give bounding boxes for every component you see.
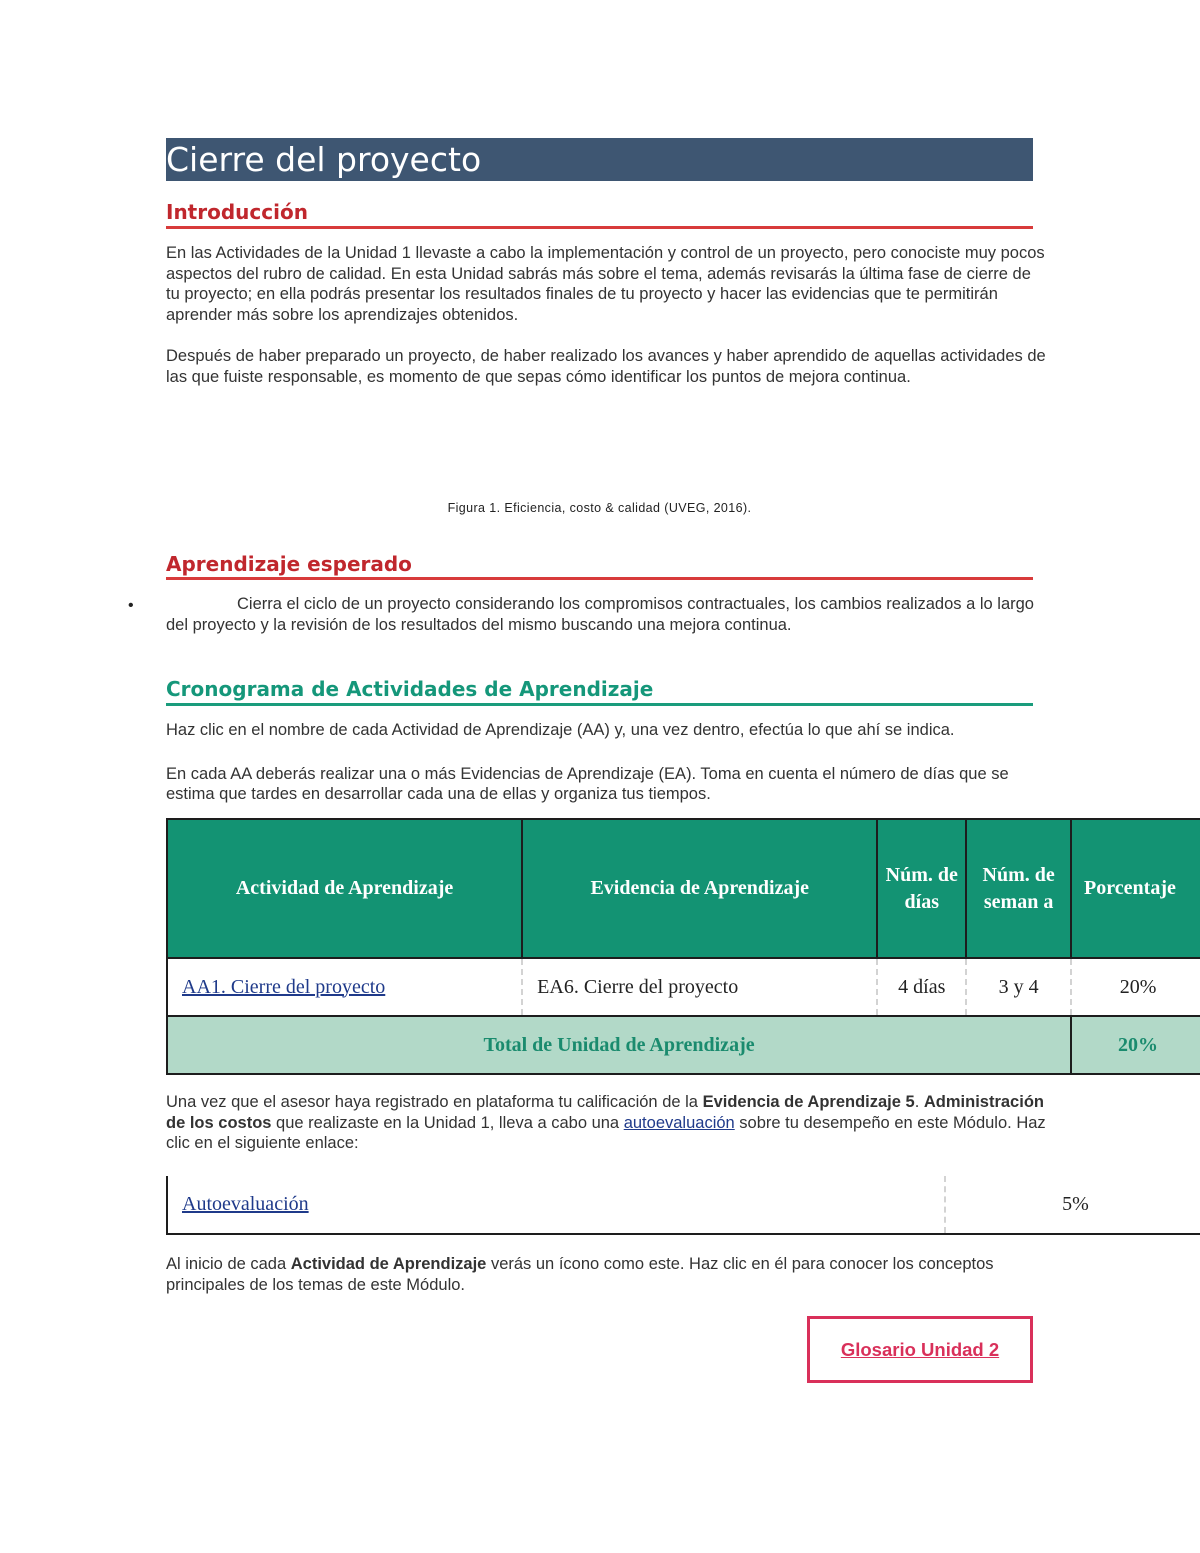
intro-paragraph-1: En las Actividades de la Unidad 1 llevaste a cabo la implementación y control de un proyecto, pero conociste muy pocos aspectos del rubro de calidad. En esta Unidad sabrás más sobre el tema, además revisarás la última fase de cierre de tu proyecto; en ella podrás presentar los resultados finales de tu proyecto y hacer las evidencias que te permitirán aprender más sobre los aprendizajes obtenidos. <box>166 244 1045 324</box>
schedule-body <box>166 720 1046 805</box>
expected-bullet-text: Cierra el ciclo de un proyecto considerando los compromisos contractuales, los cambios realizados a lo largo del proyecto y la revisión de los resultados del mismo buscando una mejora continua. <box>166 595 1034 634</box>
header-percent: Porcentaje <box>1071 819 1200 958</box>
self-eval-text-1: Una vez que el asesor haya registrado en plataforma tu calificación de la <box>166 1093 703 1111</box>
closing-text-1: Al inicio de cada <box>166 1255 291 1273</box>
intro-divider <box>166 226 1033 229</box>
table-header-row <box>167 819 1200 958</box>
days-cell: 4 días <box>877 958 966 1016</box>
schedule-paragraph-2: En cada AA deberás realizar una o más Evidencias de Aprendizaje (EA). Toma en cuenta el número de días que se estima que tardes en desarrollar cada una de ellas y organiza tus tiempos. <box>166 764 1009 803</box>
intro-body <box>166 243 1046 387</box>
self-eval-text <box>166 1092 1046 1154</box>
self-eval-bold-evidence: Evidencia de Aprendizaje 5 <box>702 1093 915 1111</box>
expected-divider <box>166 577 1033 580</box>
weeks-cell: 3 y 4 <box>966 958 1071 1016</box>
schedule-heading: Cronograma de Actividades de Aprendizaje <box>166 677 654 701</box>
schedule-divider <box>166 703 1033 706</box>
intro-paragraph-2: Después de haber preparado un proyecto, de haber realizado los avances y haber aprendido de aquellas actividades de las que fuiste responsable, es momento de que sepas cómo identificar los puntos de mejora continua. <box>166 347 1046 386</box>
intro-heading: Introducción <box>166 200 308 224</box>
self-eval-text-3: sobre tu desempeño en este Módulo. Haz clic en el siguiente enlace: <box>166 1113 1046 1152</box>
closing-text <box>166 1254 1046 1295</box>
evidence-cell: EA6. Cierre del proyecto <box>522 958 877 1016</box>
schedule-paragraph-1: Haz clic en el nombre de cada Actividad de Aprendizaje (AA) y, una vez dentro, efectúa lo que ahí se indica. <box>166 721 955 739</box>
closing-text-2: verás un ícono como este. Haz clic en él para conocer los conceptos principales de los temas de este Módulo. <box>166 1255 994 1294</box>
page-title: Cierre del proyecto <box>166 138 1033 181</box>
self-eval-separator: . <box>914 1093 924 1111</box>
bullet-marker: • <box>128 597 134 614</box>
self-eval-inline-link[interactable]: autoevaluación <box>623 1113 735 1132</box>
glossary-button[interactable]: Glosario Unidad 2 <box>807 1316 1033 1383</box>
total-label: Total de Unidad de Aprendizaje <box>167 1016 1071 1074</box>
header-activity: Actividad de Aprendizaje <box>167 819 522 958</box>
percent-cell: 20% <box>1071 958 1200 1016</box>
activity-link[interactable]: AA1. Cierre del proyecto <box>182 975 386 998</box>
figure-caption: Figura 1. Eficiencia, costo & calidad (UVEG, 2016). <box>447 501 752 515</box>
self-eval-value: 5% <box>945 1176 1200 1234</box>
activities-table <box>166 818 1200 1075</box>
closing-bold: Actividad de Aprendizaje <box>290 1255 487 1273</box>
self-eval-label-cell <box>167 1176 945 1234</box>
table-row <box>167 1176 1200 1234</box>
self-eval-bold-costs: Administración de los costos <box>166 1093 1044 1132</box>
table-total-row <box>167 1016 1200 1074</box>
table-row <box>167 958 1200 1016</box>
header-weeks: Núm. de seman a <box>966 819 1071 958</box>
self-eval-text-2: que realizaste en la Unidad 1, lleva a cabo una <box>271 1113 624 1132</box>
expected-heading: Aprendizaje esperado <box>166 552 412 576</box>
header-days: Núm. de días <box>877 819 966 958</box>
self-eval-table <box>166 1176 1200 1235</box>
activity-cell <box>167 958 522 1016</box>
header-evidence: Evidencia de Aprendizaje <box>522 819 877 958</box>
total-value: 20% <box>1071 1016 1200 1074</box>
self-eval-link[interactable]: Autoevaluación <box>182 1193 309 1215</box>
